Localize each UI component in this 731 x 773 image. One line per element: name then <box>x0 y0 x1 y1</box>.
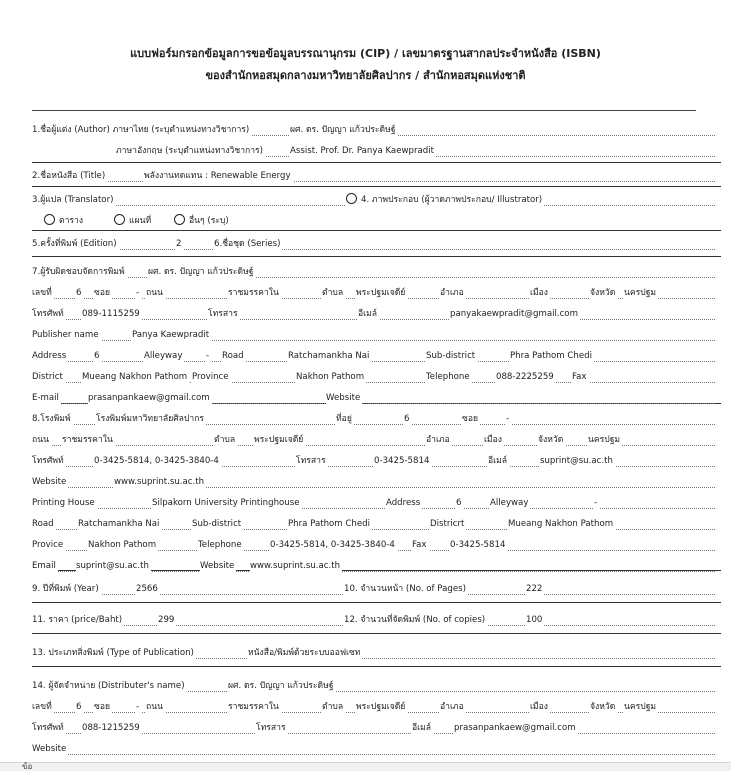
district-label: อำเภอ <box>440 288 464 298</box>
copies-label: 12. จำนวนที่จัดพิมพ์ (No. of copies) <box>344 615 486 625</box>
publisher-name-th[interactable]: ผศ. ดร. ปัญญา แก้วประดิษฐ์ <box>148 267 254 277</box>
author-eng-label: ภาษาอังกฤษ (ระบุตำแหน่งทางวิชาการ) <box>116 146 264 156</box>
distributor-website-label: Website <box>32 744 67 754</box>
publisher-name-row[interactable] <box>32 260 721 281</box>
printer-subdistrict-en-label: Sub-district <box>192 519 242 529</box>
option-map-label: แผนที่ <box>129 216 152 226</box>
radio-button-icon[interactable] <box>44 214 55 225</box>
section-price <box>32 606 721 634</box>
printer-contact-row[interactable] <box>32 449 721 470</box>
cutoff-text-fragment: ข้อ <box>22 762 33 771</box>
printer-address-en-no[interactable]: 6 <box>456 498 462 508</box>
publisher-label: 7.ผู้รับผิดชอบจัดการพิมพ์ <box>32 267 125 277</box>
printer-house-label: Printing House <box>32 498 95 508</box>
no-value[interactable]: 6 <box>76 288 82 298</box>
printer-province-label: จังหวัด <box>538 435 564 445</box>
translator-row[interactable] <box>32 188 721 209</box>
distributor-tel-label: โทรศัพท์ <box>32 723 64 733</box>
distributor-email-value[interactable]: prasanpankaew@gmail.com <box>454 723 576 733</box>
soi-label: ซอย <box>94 288 111 298</box>
fill-line <box>32 249 715 250</box>
alley-label: Alleyway <box>144 351 183 361</box>
tel-label: โทรศัพท์ <box>32 309 64 319</box>
printer-fax-value[interactable]: 0-3425-5814 <box>374 456 430 466</box>
district-en-value[interactable]: Mueang Nakhon Pathom <box>82 372 188 382</box>
printer-province-en-value[interactable]: Nakhon Pathom <box>88 540 157 550</box>
printer-name-row[interactable] <box>32 407 721 428</box>
distributor-contact-row[interactable] <box>32 716 721 737</box>
address-no[interactable]: 6 <box>94 351 100 361</box>
author-eng-row[interactable] <box>32 139 721 160</box>
distributor-province-value[interactable]: นครปฐม <box>624 702 657 712</box>
publisher-email-en-row[interactable] <box>32 386 721 407</box>
distributor-address-row[interactable] <box>32 695 721 716</box>
printer-fax-en-value[interactable]: 0-3425-5814 <box>450 540 506 550</box>
distributor-email-label: อีเมล์ <box>412 723 432 733</box>
printer-road-en-label: Road <box>32 519 54 529</box>
year-row[interactable] <box>32 576 721 598</box>
fill-line <box>32 361 715 362</box>
fill-line <box>32 277 715 278</box>
subdistrict-label: ตำบล <box>322 288 344 298</box>
district-en-label: District <box>32 372 63 382</box>
road-en-label: Road <box>222 351 244 361</box>
distributor-fax-label: โทรสาร <box>256 723 286 733</box>
pages-value[interactable]: 222 <box>526 584 543 594</box>
printer-fax-en-label: Fax <box>412 540 427 550</box>
printer-road-en-value[interactable]: Ratchamankha Nai <box>78 519 160 529</box>
alley-value[interactable]: - <box>206 351 210 361</box>
distributor-soi-label: ซอย <box>94 702 111 712</box>
road-value[interactable]: ราชมรรคาใน <box>228 288 279 298</box>
printer-house-value[interactable]: Silpakorn University Printinghouse <box>152 498 300 508</box>
illustrator-label: 4. ภาพประกอบ (ผู้วาดภาพประกอบ/ Illustrator) <box>361 195 543 205</box>
printer-house-row[interactable] <box>32 491 721 512</box>
section-pubtype <box>32 637 721 667</box>
distributor-soi-value[interactable]: - <box>136 702 140 712</box>
distributor-tel-value[interactable]: 088-1215259 <box>82 723 140 733</box>
fax-label: โทรสาร <box>208 309 238 319</box>
pubtype-label: 13. ประเภทสิ่งพิมพ์ (Type of Publication) <box>32 648 194 658</box>
printer-road-label: ถนน <box>32 435 49 445</box>
email-label: อีเมล์ <box>358 309 378 319</box>
printer-district-en-label: Districrt <box>430 519 465 529</box>
website-label: Website <box>326 393 361 403</box>
price-value[interactable]: 299 <box>158 615 175 625</box>
road-label: ถนน <box>146 288 163 298</box>
year-label: 9. ปีที่พิมพ์ (Year) <box>32 584 99 594</box>
printer-telephone-en-label: Telephone <box>198 540 242 550</box>
city-label: เมือง <box>530 288 548 298</box>
email-en-label: E-mail <box>32 393 59 403</box>
printer-subdistrict-en-value[interactable]: Phra Pathom Chedi <box>288 519 370 529</box>
title-row[interactable] <box>32 164 721 185</box>
distributor-city-label: เมือง <box>530 702 548 712</box>
telephone-en-label: Telephone <box>426 372 470 382</box>
soi-value[interactable]: - <box>136 288 140 298</box>
printer-tel-label: โทรศัพท์ <box>32 456 64 466</box>
option-other[interactable] <box>174 214 231 227</box>
author-eng-value[interactable]: Assist. Prof. Dr. Panya Kaewpradit <box>290 146 434 156</box>
pubtype-value[interactable]: หนังสือ/พิมพ์ด้วยระบบออฟเซท <box>248 648 361 658</box>
printer-province-en-row[interactable] <box>32 533 721 554</box>
publisher-district-en-row[interactable] <box>32 365 721 386</box>
distributor-subdistrict-label: ตำบล <box>322 702 344 712</box>
no-label: เลขที่ <box>32 288 52 298</box>
printer-label: 8.โรงพิมพ์ <box>32 414 71 424</box>
printer-soi-value[interactable]: - <box>506 414 510 424</box>
distributor-name-row[interactable] <box>32 674 721 695</box>
printer-address-en-label: Address <box>386 498 421 508</box>
pubtype-row[interactable] <box>32 637 721 662</box>
distributor-subdistrict-value[interactable]: พระปฐมเจดีย์ <box>356 702 406 712</box>
road-en-value[interactable]: Ratchamankha Nai <box>288 351 370 361</box>
author-thai-row[interactable] <box>32 118 721 139</box>
printer-email-en-value[interactable]: suprint@su.ac.th <box>76 561 149 571</box>
printer-district-label: อำเภอ <box>426 435 450 445</box>
printer-road-value[interactable]: ราชมรรคาใน <box>62 435 113 445</box>
author-thai-label: 1.ชื่อผู้แต่ง (Author) ภาษาไทย (ระบุตำแหน่งทางวิชาการ) <box>32 125 250 135</box>
printer-fax-label: โทรสาร <box>296 456 326 466</box>
option-table[interactable] <box>44 214 85 227</box>
copies-value[interactable]: 100 <box>526 615 543 625</box>
author-thai-value[interactable]: ผศ. ดร. ปัญญา แก้วประดิษฐ์ <box>290 125 396 135</box>
printer-website-row[interactable] <box>32 470 721 491</box>
province-en-value[interactable]: Nakhon Pathom <box>296 372 365 382</box>
printer-subdistrict-value[interactable]: พระปฐมเจดีย์ <box>254 435 304 445</box>
publisher-name-label: Publisher name <box>32 330 99 340</box>
option-table-label: ตาราง <box>59 216 84 226</box>
option-map[interactable] <box>114 214 153 227</box>
distributor-no-label: เลขที่ <box>32 702 52 712</box>
fax-en-label: Fax <box>572 372 587 382</box>
distributor-website-row[interactable] <box>32 737 721 758</box>
printer-soi-label: ซอย <box>462 414 479 424</box>
printer-website-en-label: Website <box>200 561 235 571</box>
pages-label: 10. จำนวนหน้า (No. of Pages) <box>344 584 466 594</box>
edition-label: 5.ครั้งที่พิมพ์ (Edition) <box>32 239 117 249</box>
fill-line <box>32 754 715 755</box>
printer-email-label: อีเมล์ <box>488 456 508 466</box>
email-en-value[interactable]: prasanpankaew@gmail.com <box>88 393 210 403</box>
title-value[interactable]: พลังงานทดแทน : Renewable Energy <box>144 171 291 181</box>
printer-address-th-row[interactable] <box>32 428 721 449</box>
printer-website-value[interactable]: www.suprint.su.ac.th <box>114 477 205 487</box>
publisher-name-en-row[interactable] <box>32 323 721 344</box>
distributor-province-label: จังหวัด <box>590 702 616 712</box>
radio-button-icon[interactable] <box>174 214 185 225</box>
publisher-name-value[interactable]: Panya Kaewpradit <box>132 330 210 340</box>
printer-road-en-row[interactable] <box>32 512 721 533</box>
price-row[interactable] <box>32 606 721 629</box>
printer-province-value[interactable]: นครปฐม <box>588 435 621 445</box>
section-year <box>32 576 721 603</box>
email-value[interactable]: panyakaewpradit@gmail.com <box>450 309 578 319</box>
publisher-contact-row[interactable] <box>32 302 721 323</box>
printer-subdistrict-label: ตำบล <box>214 435 236 445</box>
section-edition <box>32 232 721 257</box>
distributor-label: 14. ผู้จัดจำหน่าย (Distributer's name) <box>32 681 185 691</box>
printer-district-value[interactable]: เมือง <box>484 435 502 445</box>
title-label: 2.ชื่อหนังสือ (Title) <box>32 171 106 181</box>
printer-addr-label: ที่อยู่ <box>336 414 352 424</box>
distributor-road-label: ถนน <box>146 702 163 712</box>
address-label: Address <box>32 351 67 361</box>
subdistrict-en-label: Sub-district <box>426 351 476 361</box>
distributor-road-value[interactable]: ราชมรรคาใน <box>228 702 279 712</box>
province-en-label: Province <box>192 372 229 382</box>
printer-email-value[interactable]: suprint@su.ac.th <box>540 456 613 466</box>
printer-telephone-en-value[interactable]: 0-3425-5814, 0-3425-3840-4 <box>270 540 395 550</box>
printer-province-en-label: Provice <box>32 540 64 550</box>
subdistrict-value[interactable]: พระปฐมเจดีย์ <box>356 288 406 298</box>
printer-email-en-label: Email <box>32 561 56 571</box>
illustrator-option[interactable] <box>346 193 544 206</box>
section-distributor <box>32 674 721 758</box>
tel-value[interactable]: 089-1115259 <box>82 309 140 319</box>
telephone-en-value[interactable]: 088-2225259 <box>496 372 554 382</box>
printer-tel-value[interactable]: 0-3425-5814, 0-3425-3840-4 <box>94 456 219 466</box>
illustration-options-row <box>32 209 721 230</box>
province-label: จังหวัด <box>590 288 616 298</box>
radio-button-icon[interactable] <box>346 193 357 204</box>
section-translator <box>32 188 721 231</box>
printer-alley-label: Alleyway <box>490 498 529 508</box>
printer-name-value[interactable]: โรงพิมพ์มหาวิทยาลัยศิลปากร <box>96 414 205 424</box>
printer-addr-no[interactable]: 6 <box>404 414 410 424</box>
form-subtitle: ของสำนักหอสมุดกลางมหาวิทยาลัยศิลปากร / สำนักหอสมุดแห่งชาติ <box>205 69 526 82</box>
printer-website-en-value[interactable]: www.suprint.su.ac.th <box>250 561 341 571</box>
series-label: 6.ชื่อชุด (Series) <box>214 239 281 249</box>
year-value[interactable]: 2566 <box>136 584 158 594</box>
section-publisher <box>32 260 721 404</box>
section-printer <box>32 407 721 571</box>
subdistrict-en-value[interactable]: Phra Pathom Chedi <box>510 351 592 361</box>
fill-line <box>32 508 715 509</box>
translator-label: 3.ผู้แปล (Translator) <box>32 195 114 205</box>
distributor-name-value[interactable]: ผศ. ดร. ปัญญา แก้วประดิษฐ์ <box>228 681 334 691</box>
fill-line <box>32 181 715 182</box>
radio-button-icon[interactable] <box>114 214 125 225</box>
publisher-address-en-row[interactable] <box>32 344 721 365</box>
publisher-address-th-row[interactable] <box>32 281 721 302</box>
section-author <box>32 118 721 163</box>
edition-row[interactable] <box>32 232 721 253</box>
province-value[interactable]: นครปฐม <box>624 288 657 298</box>
distributor-district-label: อำเภอ <box>440 702 464 712</box>
printer-email-en-row[interactable] <box>32 554 721 575</box>
printer-website-label: Website <box>32 477 67 487</box>
edition-value[interactable]: 2 <box>176 239 182 249</box>
form-title: แบบฟอร์มกรอกข้อมูลการขอข้อมูลบรรณานุกรม (CIP) / เลขมาตรฐานสากลประจำหนังสือ (ISBN) <box>130 47 601 60</box>
price-label: 11. ราคา (price/Baht) <box>32 615 123 625</box>
printer-district-en-value[interactable]: Mueang Nakhon Pathom <box>508 519 614 529</box>
distributor-no-value[interactable]: 6 <box>76 702 82 712</box>
option-other-label: อื่นๆ (ระบุ) <box>189 216 229 226</box>
top-divider <box>32 110 696 111</box>
printer-alley-value[interactable]: - <box>594 498 598 508</box>
section-title <box>32 164 721 187</box>
